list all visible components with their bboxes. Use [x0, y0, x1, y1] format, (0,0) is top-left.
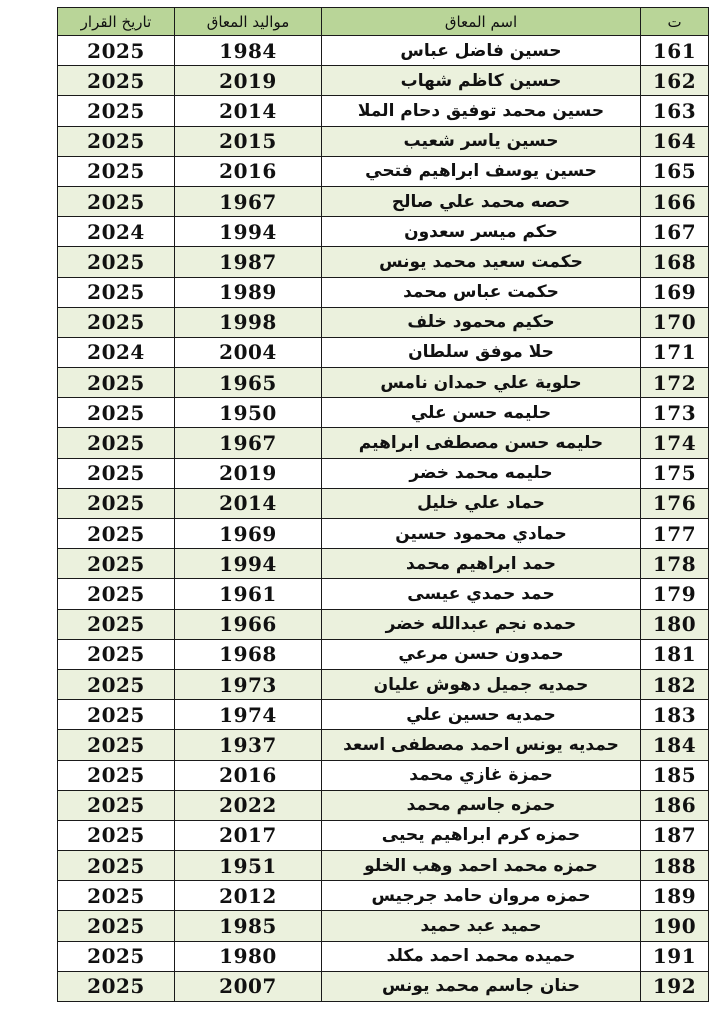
cell-decision-date: 2025 — [58, 247, 175, 277]
cell-birth-year: 2007 — [175, 971, 322, 1001]
cell-birth-year: 1974 — [175, 700, 322, 730]
table-row — [58, 730, 709, 760]
cell-birth-year: 1967 — [175, 186, 322, 216]
cell-name: حمديه حسين علي — [322, 700, 641, 730]
cell-name: حمزه كرم ابراهيم يحيى — [322, 820, 641, 850]
cell-index: 182 — [641, 669, 709, 699]
cell-name: حكمت عباس محمد — [322, 277, 641, 307]
cell-birth-year: 1967 — [175, 428, 322, 458]
table-row — [58, 368, 709, 398]
cell-birth-year: 1998 — [175, 307, 322, 337]
table-row — [58, 669, 709, 699]
cell-index: 185 — [641, 760, 709, 790]
cell-birth-year: 1961 — [175, 579, 322, 609]
cell-decision-date: 2025 — [58, 700, 175, 730]
table-row — [58, 881, 709, 911]
header-decision-date: تاريخ القرار — [58, 8, 175, 36]
cell-name: حمادي محمود حسين — [322, 519, 641, 549]
cell-birth-year: 1987 — [175, 247, 322, 277]
cell-name: حسين ياسر شعيب — [322, 126, 641, 156]
cell-birth-year: 1937 — [175, 730, 322, 760]
table-row — [58, 428, 709, 458]
cell-name: حكم ميسر سعدون — [322, 217, 641, 247]
cell-index: 167 — [641, 217, 709, 247]
cell-index: 178 — [641, 549, 709, 579]
cell-name: حسين كاظم شهاب — [322, 66, 641, 96]
cell-name: حليمه محمد خضر — [322, 458, 641, 488]
table-body — [58, 36, 709, 1002]
table-row — [58, 820, 709, 850]
cell-index: 180 — [641, 609, 709, 639]
cell-birth-year: 2016 — [175, 156, 322, 186]
cell-birth-year: 1985 — [175, 911, 322, 941]
cell-name: حماد علي خليل — [322, 488, 641, 518]
cell-decision-date: 2025 — [58, 941, 175, 971]
table-row — [58, 96, 709, 126]
cell-decision-date: 2025 — [58, 881, 175, 911]
cell-decision-date: 2025 — [58, 488, 175, 518]
cell-decision-date: 2025 — [58, 639, 175, 669]
cell-index: 169 — [641, 277, 709, 307]
table-row — [58, 609, 709, 639]
cell-decision-date: 2025 — [58, 428, 175, 458]
cell-name: حميده محمد احمد مكلد — [322, 941, 641, 971]
cell-index: 191 — [641, 941, 709, 971]
cell-decision-date: 2025 — [58, 458, 175, 488]
cell-decision-date: 2025 — [58, 971, 175, 1001]
table-row — [58, 156, 709, 186]
cell-decision-date: 2024 — [58, 337, 175, 367]
cell-birth-year: 2014 — [175, 488, 322, 518]
cell-decision-date: 2025 — [58, 519, 175, 549]
cell-name: حمزة غازي محمد — [322, 760, 641, 790]
cell-index: 162 — [641, 66, 709, 96]
table-row — [58, 639, 709, 669]
cell-name: حكمت سعيد محمد يونس — [322, 247, 641, 277]
cell-birth-year: 1994 — [175, 217, 322, 247]
cell-decision-date: 2025 — [58, 126, 175, 156]
cell-decision-date: 2025 — [58, 66, 175, 96]
cell-name: حمده نجم عبدالله خضر — [322, 609, 641, 639]
table-row — [58, 247, 709, 277]
cell-index: 177 — [641, 519, 709, 549]
cell-index: 163 — [641, 96, 709, 126]
cell-birth-year: 1950 — [175, 398, 322, 428]
cell-decision-date: 2025 — [58, 820, 175, 850]
cell-birth-year: 2016 — [175, 760, 322, 790]
cell-index: 168 — [641, 247, 709, 277]
table-row — [58, 941, 709, 971]
table-row — [58, 760, 709, 790]
table-row — [58, 851, 709, 881]
table-row — [58, 971, 709, 1001]
cell-index: 176 — [641, 488, 709, 518]
cell-name: حصه محمد علي صالح — [322, 186, 641, 216]
cell-index: 181 — [641, 639, 709, 669]
table-row — [58, 911, 709, 941]
cell-birth-year: 2015 — [175, 126, 322, 156]
table-header-row — [58, 8, 709, 36]
cell-birth-year: 1973 — [175, 669, 322, 699]
cell-decision-date: 2025 — [58, 549, 175, 579]
cell-index: 190 — [641, 911, 709, 941]
cell-decision-date: 2025 — [58, 36, 175, 66]
cell-decision-date: 2025 — [58, 730, 175, 760]
cell-index: 165 — [641, 156, 709, 186]
cell-index: 174 — [641, 428, 709, 458]
cell-birth-year: 2017 — [175, 820, 322, 850]
cell-birth-year: 1968 — [175, 639, 322, 669]
table-row — [58, 66, 709, 96]
header-index: ت — [641, 8, 709, 36]
cell-index: 166 — [641, 186, 709, 216]
cell-name: حمديه يونس احمد مصطفى اسعد — [322, 730, 641, 760]
cell-birth-year: 1969 — [175, 519, 322, 549]
cell-decision-date: 2025 — [58, 277, 175, 307]
table-row — [58, 458, 709, 488]
cell-index: 171 — [641, 337, 709, 367]
cell-name: حنان جاسم محمد يونس — [322, 971, 641, 1001]
cell-decision-date: 2025 — [58, 96, 175, 126]
cell-name: حليمه حسن علي — [322, 398, 641, 428]
table-row — [58, 700, 709, 730]
cell-birth-year: 1966 — [175, 609, 322, 639]
cell-index: 164 — [641, 126, 709, 156]
cell-decision-date: 2025 — [58, 579, 175, 609]
table-row — [58, 277, 709, 307]
cell-index: 173 — [641, 398, 709, 428]
cell-decision-date: 2025 — [58, 368, 175, 398]
cell-name: حسين فاضل عباس — [322, 36, 641, 66]
header-birth-year: مواليد المعاق — [175, 8, 322, 36]
cell-birth-year: 1989 — [175, 277, 322, 307]
cell-birth-year: 1965 — [175, 368, 322, 398]
cell-decision-date: 2025 — [58, 186, 175, 216]
cell-decision-date: 2025 — [58, 398, 175, 428]
cell-decision-date: 2025 — [58, 609, 175, 639]
cell-name: حمد حمدي عيسى — [322, 579, 641, 609]
cell-index: 179 — [641, 579, 709, 609]
cell-index: 192 — [641, 971, 709, 1001]
cell-index: 170 — [641, 307, 709, 337]
disability-register-sheet — [57, 7, 708, 1002]
cell-birth-year: 1984 — [175, 36, 322, 66]
cell-index: 187 — [641, 820, 709, 850]
cell-name: حمد ابراهيم محمد — [322, 549, 641, 579]
table-row — [58, 549, 709, 579]
cell-decision-date: 2025 — [58, 156, 175, 186]
cell-name: حمديه جميل دهوش عليان — [322, 669, 641, 699]
cell-decision-date: 2025 — [58, 307, 175, 337]
cell-name: حمزه محمد احمد وهب الخلو — [322, 851, 641, 881]
table-row — [58, 217, 709, 247]
cell-name: حمزه مروان حامد جرجيس — [322, 881, 641, 911]
cell-index: 161 — [641, 36, 709, 66]
cell-name: حميد عبد حميد — [322, 911, 641, 941]
cell-decision-date: 2025 — [58, 760, 175, 790]
cell-name: حليمه حسن مصطفى ابراهيم — [322, 428, 641, 458]
cell-name: حسين يوسف ابراهيم فتحي — [322, 156, 641, 186]
cell-name: حلوية علي حمدان نامس — [322, 368, 641, 398]
cell-birth-year: 1951 — [175, 851, 322, 881]
cell-index: 188 — [641, 851, 709, 881]
disability-register-table — [57, 7, 709, 1002]
header-name: اسم المعاق — [322, 8, 641, 36]
table-row — [58, 337, 709, 367]
table-row — [58, 186, 709, 216]
cell-birth-year: 2019 — [175, 458, 322, 488]
cell-index: 186 — [641, 790, 709, 820]
cell-index: 175 — [641, 458, 709, 488]
table-row — [58, 579, 709, 609]
cell-index: 172 — [641, 368, 709, 398]
cell-name: حكيم محمود خلف — [322, 307, 641, 337]
cell-decision-date: 2025 — [58, 790, 175, 820]
cell-index: 183 — [641, 700, 709, 730]
cell-birth-year: 2004 — [175, 337, 322, 367]
cell-index: 184 — [641, 730, 709, 760]
cell-decision-date: 2025 — [58, 851, 175, 881]
cell-index: 189 — [641, 881, 709, 911]
cell-birth-year: 2019 — [175, 66, 322, 96]
table-row — [58, 519, 709, 549]
cell-decision-date: 2025 — [58, 911, 175, 941]
table-row — [58, 488, 709, 518]
table-row — [58, 307, 709, 337]
cell-name: حمزه جاسم محمد — [322, 790, 641, 820]
cell-birth-year: 2022 — [175, 790, 322, 820]
cell-birth-year: 2014 — [175, 96, 322, 126]
table-row — [58, 126, 709, 156]
cell-name: حمدون حسن مرعي — [322, 639, 641, 669]
table-row — [58, 36, 709, 66]
cell-decision-date: 2024 — [58, 217, 175, 247]
cell-birth-year: 1980 — [175, 941, 322, 971]
cell-birth-year: 1994 — [175, 549, 322, 579]
cell-name: حسين محمد توفيق دحام الملا — [322, 96, 641, 126]
table-row — [58, 398, 709, 428]
table-row — [58, 790, 709, 820]
cell-name: حلا موفق سلطان — [322, 337, 641, 367]
cell-decision-date: 2025 — [58, 669, 175, 699]
cell-birth-year: 2012 — [175, 881, 322, 911]
